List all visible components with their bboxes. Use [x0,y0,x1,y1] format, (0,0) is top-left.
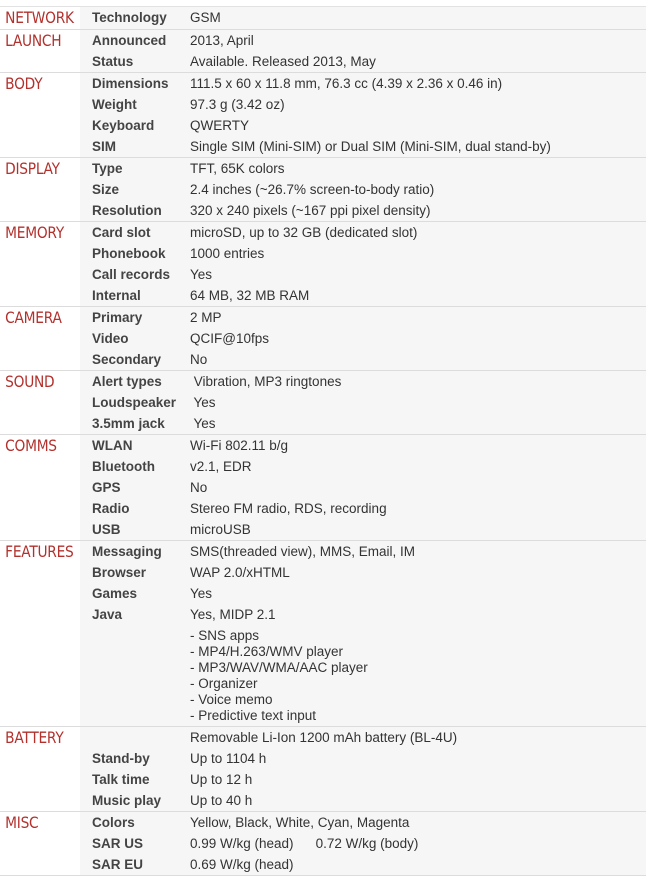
spec-label: WLAN [92,438,133,453]
spec-row [80,115,646,136]
spec-value [190,604,646,625]
section-title-network: NETWORK [0,7,69,29]
section-network [0,7,646,30]
spec-value [190,833,646,854]
spec-label: Resolution [92,203,162,218]
spec-value [190,51,646,72]
section-title-features: FEATURES [0,541,69,726]
section-title-display: DISPLAY [0,158,69,221]
spec-label: Announced [92,33,167,48]
spec-value-text: 2013, April [190,33,254,48]
spec-value [190,498,646,519]
spec-label: Status [92,54,134,69]
spec-value-text-secondary: 0.72 W/kg (body) [315,836,419,851]
section-rows [80,371,646,434]
spec-row [80,200,646,221]
spec-value-text: No [190,352,208,367]
spec-value [190,790,646,811]
spec-value-text: 1000 entries [190,246,265,261]
feature-list-item: - SNS apps [190,628,260,643]
spec-label: Radio [92,501,130,516]
spec-row [80,285,646,306]
spec-value-text: QWERTY [190,118,250,133]
spec-row [80,222,646,243]
spec-value [190,136,646,157]
section-body [0,73,646,158]
spec-label: Primary [92,310,143,325]
spec-value [190,200,646,221]
spec-row [80,748,646,769]
spec-row [80,307,646,328]
spec-label: Messaging [92,544,162,559]
spec-value-text: v2.1, EDR [190,459,252,474]
spec-value [190,748,646,769]
section-title-launch: LAUNCH [0,30,69,72]
section-battery [0,727,646,812]
spec-row [80,541,646,562]
spec-row [80,328,646,349]
spec-row [80,625,646,726]
spec-value [190,371,646,392]
spec-label: Internal [92,288,141,303]
section-title-battery: BATTERY [0,727,69,811]
section-camera [0,307,646,371]
spec-value [190,115,646,136]
spec-row [80,498,646,519]
spec-row [80,790,646,811]
spec-value-text: Up to 1104 h [190,751,267,766]
spec-row [80,51,646,72]
spec-label: Dimensions [92,76,169,91]
spec-value [190,264,646,285]
spec-row [80,94,646,115]
spec-label: USB [92,522,121,537]
spec-row [80,583,646,604]
spec-label: Call records [92,267,171,282]
spec-row [80,833,646,854]
spec-value [190,477,646,498]
spec-label: Stand-by [92,751,150,766]
feature-list-item: - Voice memo [190,692,273,707]
section-rows [80,158,646,221]
top-divider [0,0,646,7]
feature-list-item: - Organizer [190,676,258,691]
spec-label: 3.5mm jack [92,416,165,431]
spec-value-text: 111.5 x 60 x 11.8 mm, 76.3 cc (4.39 x 2.36 x 0.46 in) [190,76,503,91]
section-title-comms: COMMS [0,435,69,540]
spec-row [80,392,646,413]
spec-value-text: No [190,480,208,495]
spec-label: GPS [92,480,121,495]
spec-row [80,73,646,94]
spec-value-text: Single SIM (Mini-SIM) or Dual SIM (Mini-SIM, dual stand-by) [190,139,551,154]
spec-label: Secondary [92,352,162,367]
section-rows [80,727,646,811]
section-display [0,158,646,222]
spec-label: SAR US [92,836,144,851]
spec-value-text: 0.69 W/kg (head) [190,857,294,872]
spec-value-text: 2.4 inches (~26.7% screen-to-body ratio) [190,182,435,197]
spec-value-text: WAP 2.0/xHTML [190,565,290,580]
feature-list-item: - Predictive text input [190,708,317,723]
spec-label: Java [92,607,123,622]
spec-label: Music play [92,793,162,808]
spec-value-text: Up to 12 h [190,772,253,787]
spec-value [190,519,646,540]
spec-label: Colors [92,815,135,830]
spec-value [190,812,646,833]
spec-label: Size [92,182,120,197]
spec-row [80,349,646,370]
spec-value [190,435,646,456]
spec-row [80,243,646,264]
spec-value-text: Yes [190,586,213,601]
section-misc [0,812,646,876]
spec-value [190,583,646,604]
spec-value [190,285,646,306]
spec-value-text: SMS(threaded view), MMS, Email, IM [190,544,416,559]
spec-value-text: Up to 40 h [190,793,253,808]
spec-value-text: microUSB [190,522,251,537]
spec-row [80,456,646,477]
spec-value-text: TFT, 65K colors [190,161,285,176]
section-rows [80,222,646,306]
spec-value-text: Yes [190,416,216,431]
spec-value [190,349,646,370]
spec-value-text: microSD, up to 32 GB (dedicated slot) [190,225,418,240]
spec-value [190,541,646,562]
spec-value-text: Available. Released 2013, May [190,54,376,69]
spec-row [80,519,646,540]
spec-value-text: Yes [190,267,213,282]
spec-value-text: QCIF@10fps [190,331,269,346]
section-rows [80,435,646,540]
spec-value [190,7,646,28]
spec-value-text: 2 MP [190,310,222,325]
spec-value [190,769,646,790]
spec-label: Type [92,161,123,176]
spec-label: Video [92,331,129,346]
spec-value [190,854,646,875]
feature-list-item: - MP3/WAV/WMA/AAC player [190,660,368,675]
spec-row [80,30,646,51]
section-sound [0,371,646,435]
section-comms [0,435,646,541]
section-rows [80,541,646,726]
spec-row [80,477,646,498]
spec-value-text: GSM [190,10,221,25]
section-title-misc: MISC [0,812,69,875]
spec-label: Keyboard [92,118,155,133]
spec-value [190,562,646,583]
spec-row [80,812,646,833]
spec-label: Weight [92,97,137,112]
spec-label: SAR EU [92,857,144,872]
spec-value-text: Yellow, Black, White, Cyan, Magenta [190,815,410,830]
spec-value-text: 64 MB, 32 MB RAM [190,288,310,303]
spec-label: Phonebook [92,246,166,261]
spec-value [190,222,646,243]
spec-value [190,179,646,200]
spec-row [80,7,646,28]
spec-value-text: Stereo FM radio, RDS, recording [190,501,387,516]
spec-value-text: 0.99 W/kg (head) [190,836,294,851]
spec-row [80,769,646,790]
spec-label: Alert types [92,374,162,389]
spec-row [80,264,646,285]
section-rows [80,73,646,157]
section-title-sound: SOUND [0,371,69,434]
section-title-memory: MEMORY [0,222,69,306]
spec-sections [0,7,646,876]
section-title-body: BODY [0,73,69,157]
spec-value-text: Wi-Fi 802.11 b/g [190,438,289,453]
spec-label: Card slot [92,225,151,240]
spec-value-text: 320 x 240 pixels (~167 ppi pixel density) [190,203,431,218]
spec-value [190,307,646,328]
spec-value [190,727,646,748]
spec-value [190,30,646,51]
section-rows [80,812,646,875]
spec-value [190,456,646,477]
spec-value [190,73,646,94]
spec-value [190,413,646,434]
spec-row [80,604,646,625]
section-rows [80,7,646,29]
spec-value-text: Vibration, MP3 ringtones [190,374,342,389]
spec-value-text: Yes [190,395,216,410]
spec-value-text: 97.3 g (3.42 oz) [190,97,285,112]
spec-row [80,727,646,748]
spec-value [190,243,646,264]
spec-label: Bluetooth [92,459,155,474]
spec-value-text: Yes, MIDP 2.1 [190,607,276,622]
spec-label: Browser [92,565,147,580]
spec-label: Games [92,586,138,601]
spec-label: Talk time [92,772,150,787]
spec-row [80,158,646,179]
spec-label: SIM [92,139,117,154]
spec-row [80,179,646,200]
feature-list-item: - MP4/H.263/WMV player [190,644,344,659]
section-memory [0,222,646,307]
section-rows [80,307,646,370]
section-title-camera: CAMERA [0,307,69,370]
spec-row [80,854,646,875]
spec-value-text: Removable Li-Ion 1200 mAh battery (BL-4U) [190,730,458,745]
spec-row [80,371,646,392]
spec-row [80,413,646,434]
spec-value [190,94,646,115]
section-rows [80,30,646,72]
spec-value [190,328,646,349]
spec-value [190,158,646,179]
spec-value [190,392,646,413]
spec-row [80,136,646,157]
spec-label: Loudspeaker [92,395,177,410]
spec-row [80,435,646,456]
section-features [0,541,646,727]
section-launch [0,30,646,73]
spec-row [80,562,646,583]
spec-label: Technology [92,10,167,25]
spec-value [190,625,646,724]
